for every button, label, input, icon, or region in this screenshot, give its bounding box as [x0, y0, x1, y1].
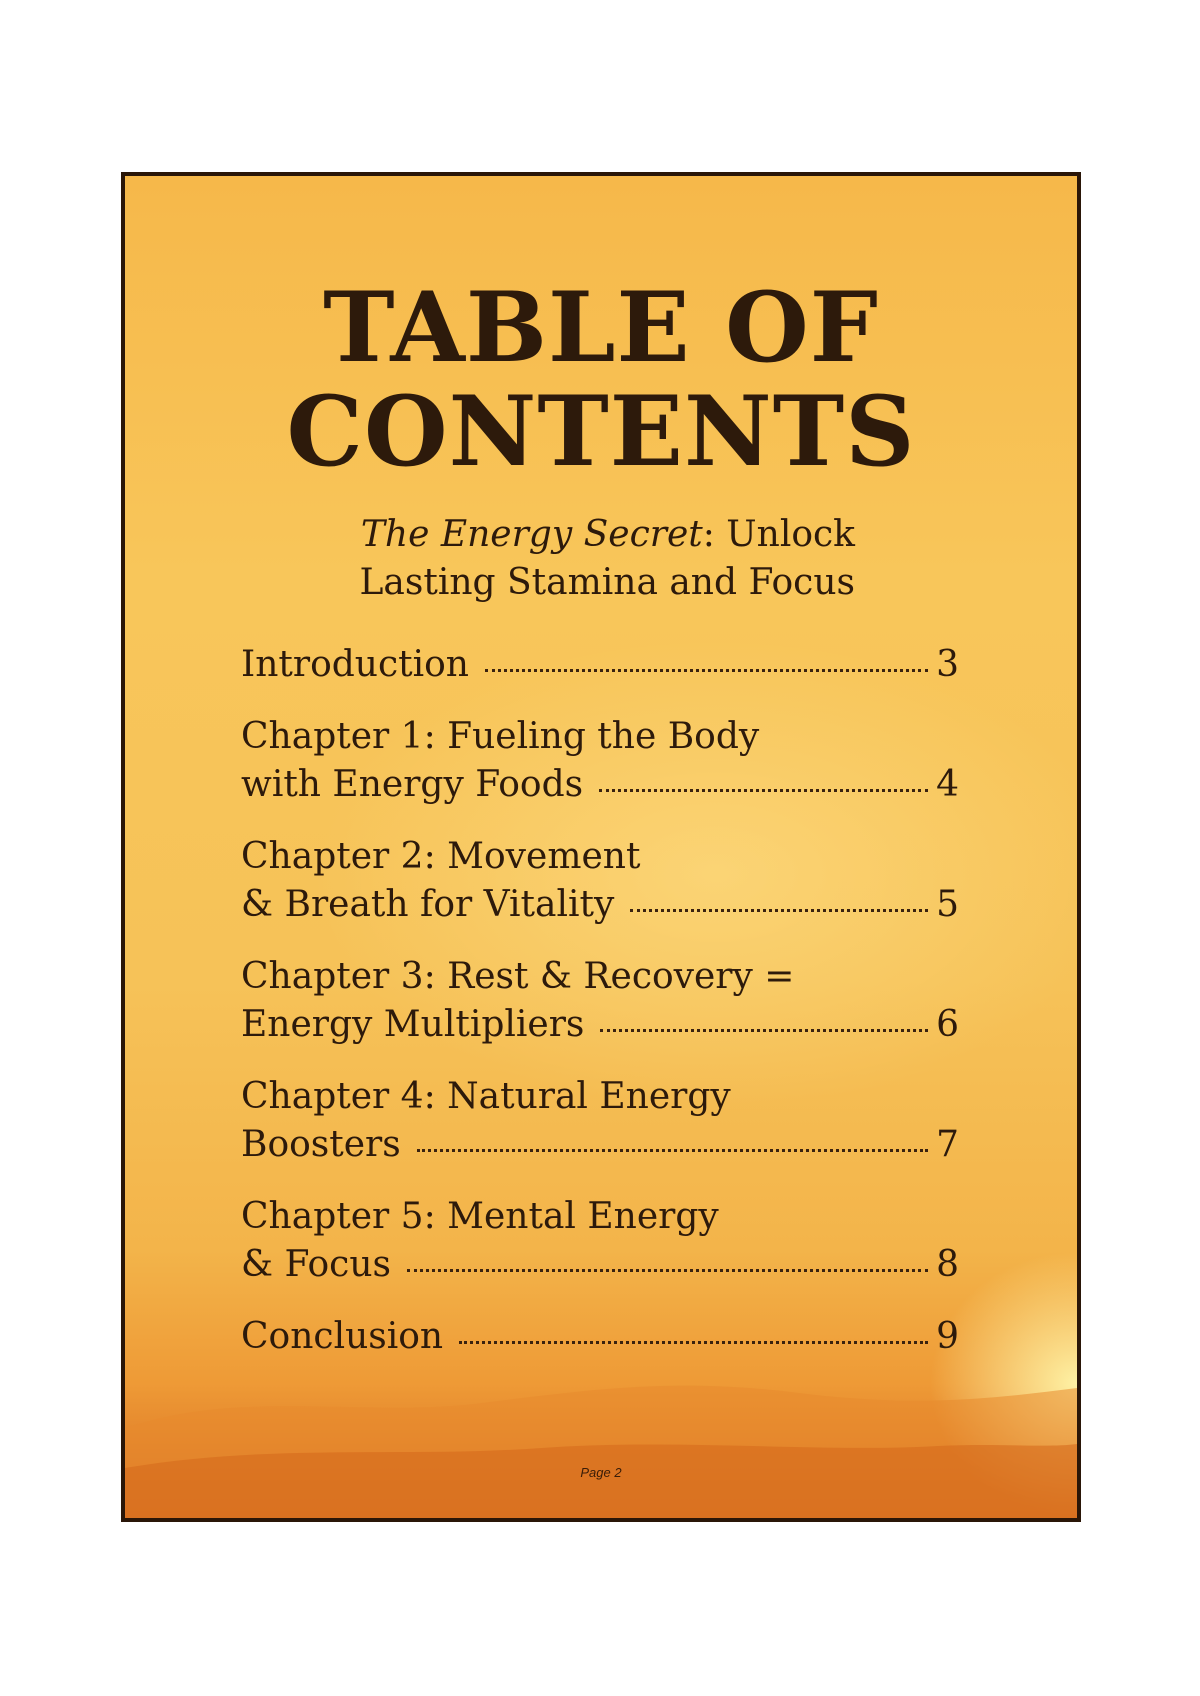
toc-entry-line	[241, 953, 959, 1001]
document-page	[121, 172, 1081, 1522]
page-number-footer: Page 2	[580, 1465, 622, 1480]
toc-entry-line	[241, 1121, 959, 1169]
toc-entry[interactable]	[241, 1193, 959, 1289]
toc-entry-line	[241, 881, 959, 929]
toc-list	[241, 641, 959, 1385]
book-subtitle	[355, 511, 855, 607]
toc-entry-label: & Breath for Vitality	[241, 884, 615, 925]
toc-entry-line	[241, 641, 959, 689]
toc-entry-label: Energy Multipliers	[241, 1004, 585, 1045]
subtitle-line-1-rest: : Unlock	[702, 514, 855, 555]
toc-entry-line	[241, 1193, 959, 1241]
toc-entry[interactable]	[241, 953, 959, 1049]
dot-leader	[600, 1029, 928, 1032]
toc-page-number: 6	[936, 1004, 959, 1045]
toc-page-number: 4	[936, 764, 959, 805]
toc-page-number: 9	[936, 1316, 959, 1357]
toc-entry-line	[241, 833, 959, 881]
toc-page-number: 7	[936, 1124, 959, 1165]
toc-entry-line	[241, 761, 959, 809]
title-line-1: TABLE OF	[323, 271, 879, 384]
dot-leader	[485, 669, 928, 672]
dot-leader	[459, 1341, 928, 1344]
toc-page-number: 8	[936, 1244, 959, 1285]
book-title-italic: The Energy Secret	[360, 514, 703, 555]
toc-entry-line	[241, 1001, 959, 1049]
toc-entry-label: Boosters	[241, 1124, 401, 1165]
toc-entry-label: Conclusion	[241, 1316, 444, 1357]
toc-entry-line	[241, 1073, 959, 1121]
toc-entry[interactable]	[241, 641, 959, 689]
toc-entry[interactable]	[241, 833, 959, 929]
toc-page-number: 3	[936, 644, 959, 685]
toc-entry[interactable]	[241, 1313, 959, 1361]
toc-entry-label: Chapter 2: Movement	[241, 836, 641, 877]
toc-page-number: 5	[936, 884, 959, 925]
dot-leader	[417, 1149, 928, 1152]
toc-entry-label: Chapter 4: Natural Energy	[241, 1076, 731, 1117]
dot-leader	[630, 909, 928, 912]
toc-entry-line	[241, 1241, 959, 1289]
toc-entry-label: Chapter 3: Rest & Recovery =	[241, 956, 795, 997]
toc-entry-label: Introduction	[241, 644, 469, 685]
page-title	[125, 271, 1077, 488]
toc-entry-label: with Energy Foods	[241, 764, 584, 805]
title-line-2: CONTENTS	[286, 375, 916, 488]
toc-entry-label: Chapter 5: Mental Energy	[241, 1196, 719, 1237]
toc-entry[interactable]	[241, 713, 959, 809]
toc-entry-line	[241, 1313, 959, 1361]
subtitle-line-2: Lasting Stamina and Focus	[359, 562, 855, 603]
toc-entry[interactable]	[241, 1073, 959, 1169]
toc-entry-line	[241, 713, 959, 761]
dot-leader	[599, 789, 928, 792]
dot-leader	[407, 1269, 928, 1272]
toc-entry-label: Chapter 1: Fueling the Body	[241, 716, 760, 757]
toc-entry-label: & Focus	[241, 1244, 391, 1285]
